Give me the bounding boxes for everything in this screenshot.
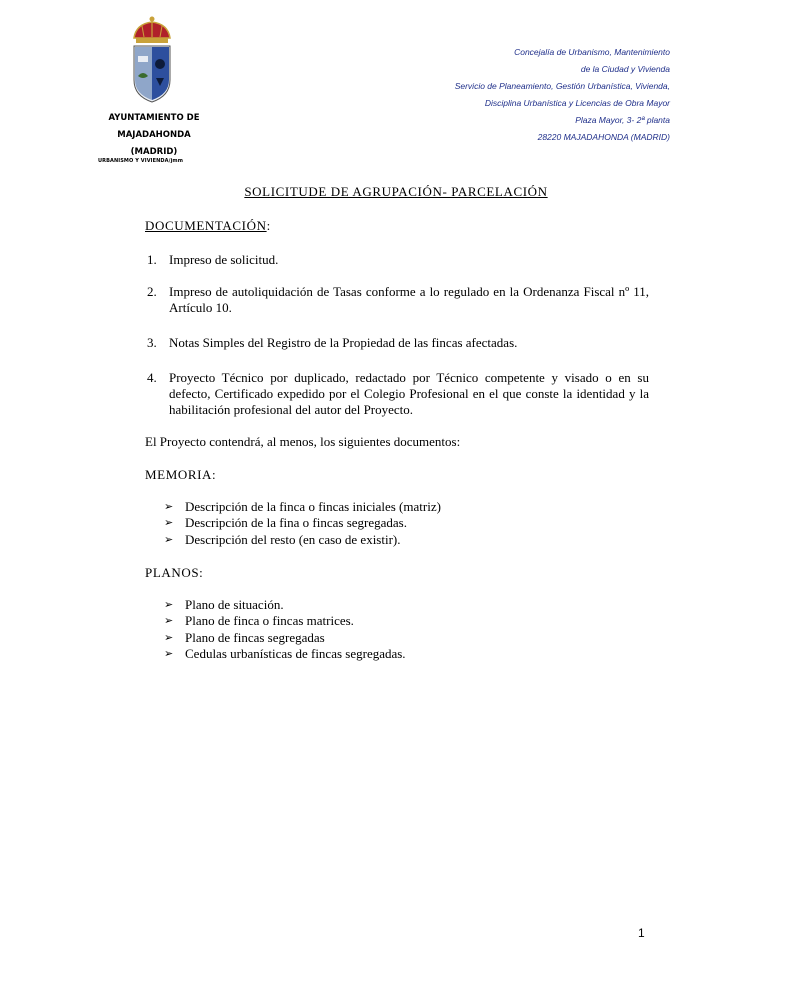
memoria-list [164, 499, 644, 548]
office-address [455, 44, 670, 145]
institution-line-2: MAJADAHONDA [117, 130, 191, 140]
department-code: URBANISMO Y VIVIENDA/jmm [98, 158, 184, 164]
memoria-item-2: Descripción de la fina o fincas segregadas. [185, 515, 407, 531]
arrow-bullet-icon: ➢ [164, 533, 174, 546]
intro-paragraph: El Proyecto contendrá, al menos, los siguientes documentos: [145, 434, 461, 449]
list-item [164, 499, 644, 515]
arrow-bullet-icon: ➢ [164, 615, 174, 628]
doc-item-1-text: Impreso de solicitud. [169, 252, 279, 267]
planos-item-2: Plano de finca o fincas matrices. [185, 613, 354, 629]
planos-heading-text: PLANOS [145, 565, 200, 580]
institution-line-1: AYUNTAMIENTO DE [108, 113, 200, 123]
doc-item-3-text: Notas Simples del Registro de la Propiedad de las fincas afectadas. [169, 335, 518, 350]
documentacion-heading: DOCUMENTACIÓN: [145, 218, 271, 233]
office-line-2: de la Ciudad y Vivienda [580, 63, 670, 74]
doc-item-2-text: Impreso de autoliquidación de Tasas conforme a lo regulado en la Ordenanza Fiscal nº 11, Artículo 10. [169, 284, 649, 315]
memoria-heading: MEMORIA: [145, 467, 217, 482]
office-line-5: Plaza Mayor, 3- 2ª planta [575, 114, 670, 125]
doc-item-2 [145, 284, 649, 316]
office-line-4: Disciplina Urbanística y Licencias de Obra Mayor [484, 97, 670, 108]
list-item [164, 597, 644, 613]
planos-item-1: Plano de situación. [185, 597, 284, 612]
list-item [164, 630, 644, 646]
memoria-item-3: Descripción del resto (en caso de existir). [185, 531, 401, 547]
list-item [164, 532, 644, 548]
list-item [164, 646, 644, 662]
documentacion-heading-text: DOCUMENTACIÓN [145, 218, 267, 233]
arrow-bullet-icon: ➢ [164, 517, 174, 530]
document-title: SOLICITUDE DE AGRUPACIÓN- PARCELACIÓN [244, 184, 548, 199]
arrow-bullet-icon: ➢ [164, 631, 174, 644]
arrow-bullet-icon: ➢ [164, 501, 174, 513]
doc-item-1-number: 1. [147, 252, 157, 267]
page-number: 1 [638, 926, 645, 940]
doc-item-1 [145, 252, 649, 268]
office-line-6: 28220 MAJADAHONDA (MADRID) [537, 131, 670, 142]
arrow-bullet-icon: ➢ [164, 599, 174, 611]
planos-item-3: Plano de fincas segregadas [185, 629, 325, 645]
coat-of-arms-icon [128, 16, 176, 104]
planos-heading: PLANOS: [145, 565, 204, 580]
memoria-heading-text: MEMORIA [145, 467, 213, 482]
institution-name [98, 110, 210, 161]
doc-item-4 [145, 370, 649, 418]
planos-item-4: Cedulas urbanísticas de fincas segregadas. [185, 645, 406, 661]
institution-line-3: (MADRID) [130, 147, 178, 157]
office-line-1: Concejalía de Urbanismo, Mantenimiento [514, 47, 670, 57]
doc-item-2-number: 2. [147, 284, 157, 299]
planos-list [164, 597, 644, 662]
doc-item-4-number: 4. [147, 370, 157, 385]
list-item [164, 613, 644, 629]
doc-item-3 [145, 335, 649, 351]
doc-item-4-text: Proyecto Técnico por duplicado, redactado por Técnico competente y visado o en su defecto, Certificado expedido por el Colegio Profesional en el que conste la identidad y la habilitación profesional del autor del Proyecto. [169, 370, 649, 417]
office-line-3: Servicio de Planeamiento, Gestión Urbanística, Vivienda, [454, 80, 670, 91]
arrow-bullet-icon: ➢ [164, 647, 174, 660]
list-item [164, 515, 644, 531]
memoria-item-1: Descripción de la finca o fincas iniciales (matriz) [185, 499, 441, 514]
doc-item-3-number: 3. [147, 335, 157, 350]
